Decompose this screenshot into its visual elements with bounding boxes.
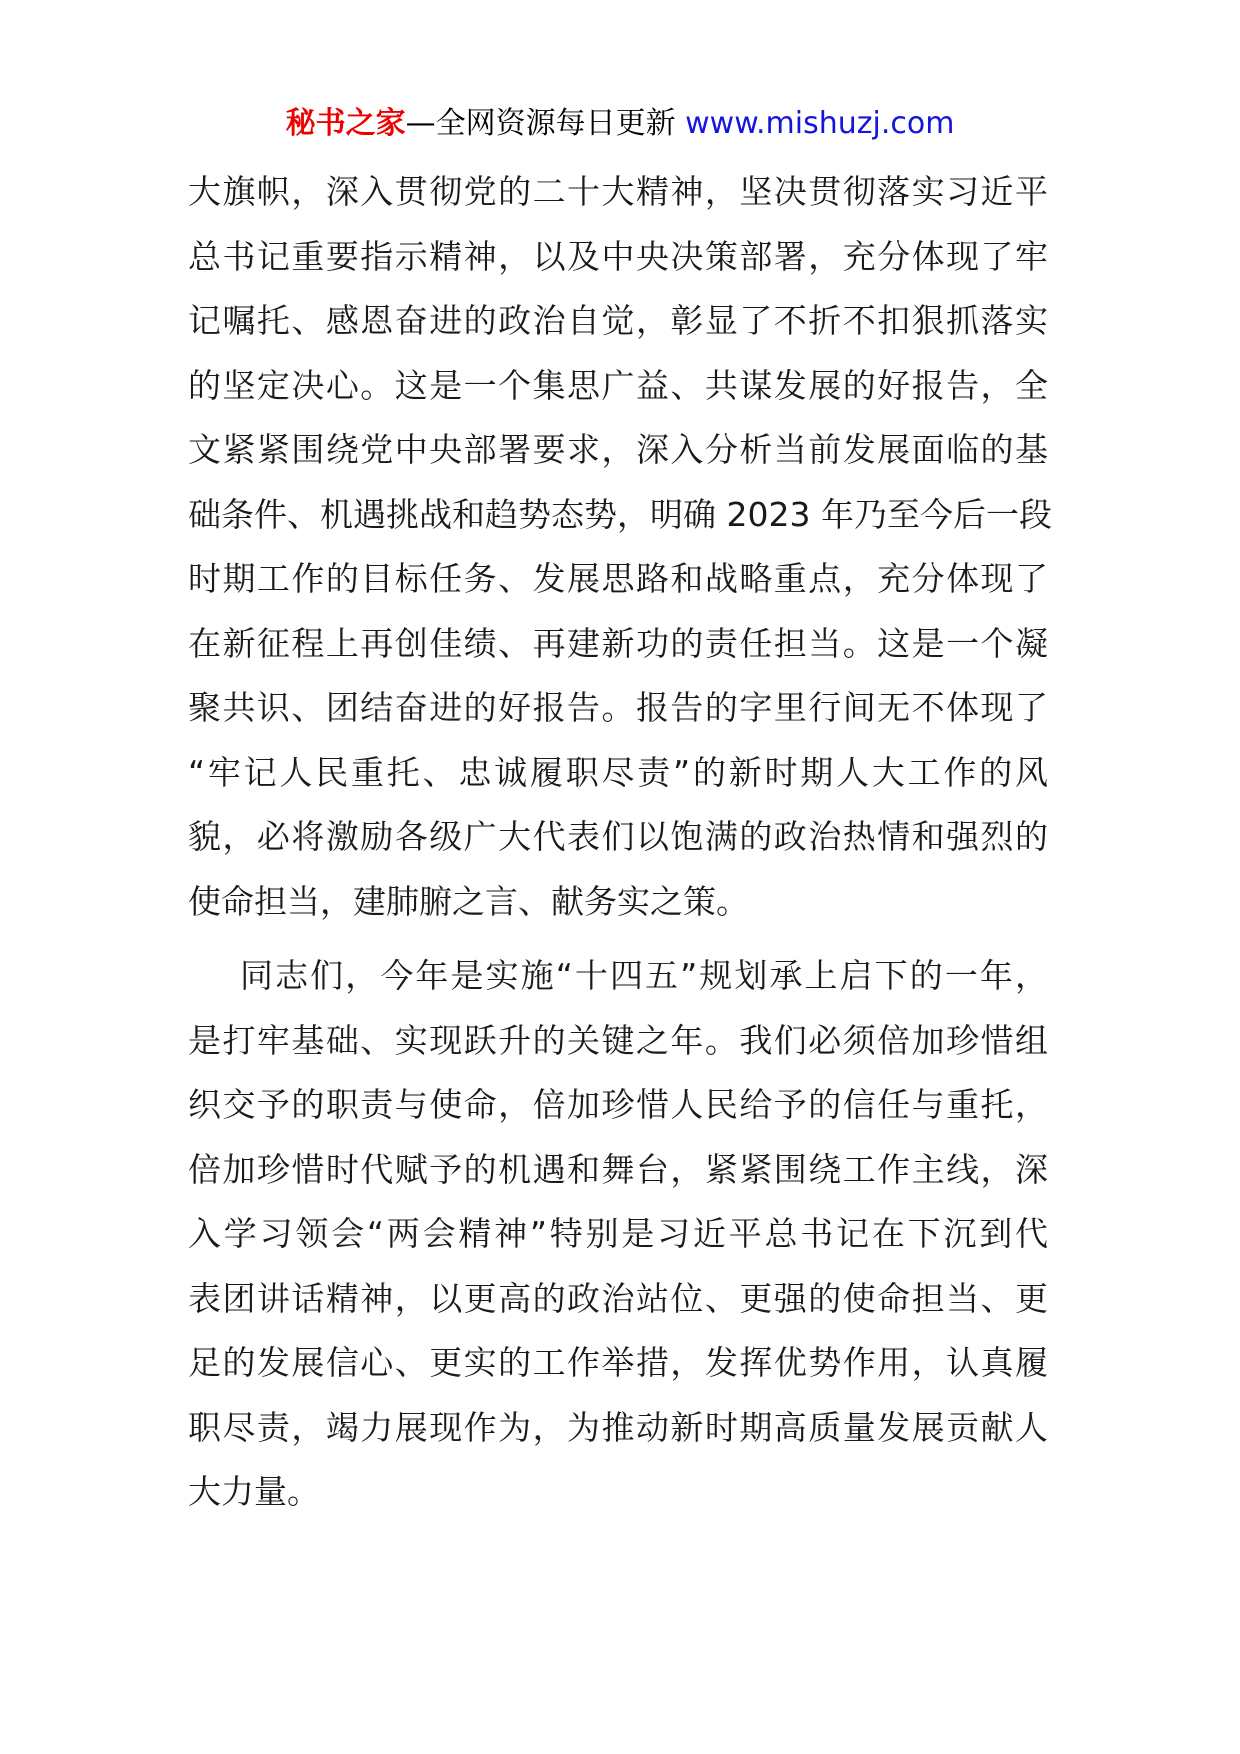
text-line: 足的发展信心、更实的工作举措，发挥优势作用，认真履 [188, 1343, 1048, 1382]
paragraph-1 [188, 160, 1052, 934]
text-line: 文紧紧围绕党中央部署要求，深入分析当前发展面临的基 [188, 430, 1048, 469]
paragraph-spacer [188, 934, 1048, 944]
text-line: 织交予的职责与使命，倍加珍惜人民给予的信任与重托， [188, 1085, 1048, 1124]
text-line: 貌，必将激励各级广大代表们以饱满的政治热情和强烈的 [188, 817, 1048, 856]
brand-name: 秘书之家 [285, 106, 406, 141]
text-line: 础条件、机遇挑战和趋势态势，明确 2023 年乃至今后一段 [188, 494, 1052, 534]
document-body [188, 160, 1052, 1525]
text-line: 聚共识、团结奋进的好报告。报告的字里行间无不体现了 [188, 688, 1048, 727]
text-line: 时期工作的目标任务、发展思路和战略重点，充分体现了 [188, 559, 1048, 598]
text-line: 同志们，今年是实施“十四五”规划承上启下的一年， [240, 956, 1048, 995]
text-line: 入学习领会“两会精神”特别是习近平总书记在下沉到代 [188, 1214, 1048, 1253]
text-line: 表团讲话精神，以更高的政治站位、更强的使命担当、更 [188, 1278, 1048, 1318]
text-line: 记嘱托、感恩奋进的政治自觉，彰显了不折不扣狠抓落实 [188, 301, 1048, 340]
text-line: 是打牢基础、实现跃升的关键之年。我们必须倍加珍惜组 [188, 1020, 1048, 1060]
text-line: 使命担当，建肺腑之言、献务实之策。 [188, 881, 749, 921]
text-line: 的坚定决心。这是一个集思广益、共谋发展的好报告，全 [188, 365, 1048, 405]
text-line: 大旗帜，深入贯彻党的二十大精神，坚决贯彻落实习近平 [188, 172, 1048, 211]
paragraph-2 [188, 944, 1048, 1525]
site-link[interactable]: www.mishuzj.com [685, 106, 955, 141]
text-line: 职尽责，竭力展现作为，为推动新时期高质量发展贡献人 [188, 1407, 1048, 1447]
text-line: “牢记人民重托、忠诚履职尽责”的新时期人大工作的风 [188, 752, 1048, 792]
text-line: 大力量。 [188, 1472, 320, 1511]
header-tagline: —全网资源每日更新 [405, 106, 676, 141]
text-line: 在新征程上再创佳绩、再建新功的责任担当。这是一个凝 [188, 623, 1048, 663]
text-line: 倍加珍惜时代赋予的机遇和舞台，紧紧围绕工作主线，深 [188, 1149, 1048, 1189]
text-line: 总书记重要指示精神，以及中央决策部署，充分体现了牢 [188, 236, 1048, 276]
watermark-header [0, 102, 1240, 146]
